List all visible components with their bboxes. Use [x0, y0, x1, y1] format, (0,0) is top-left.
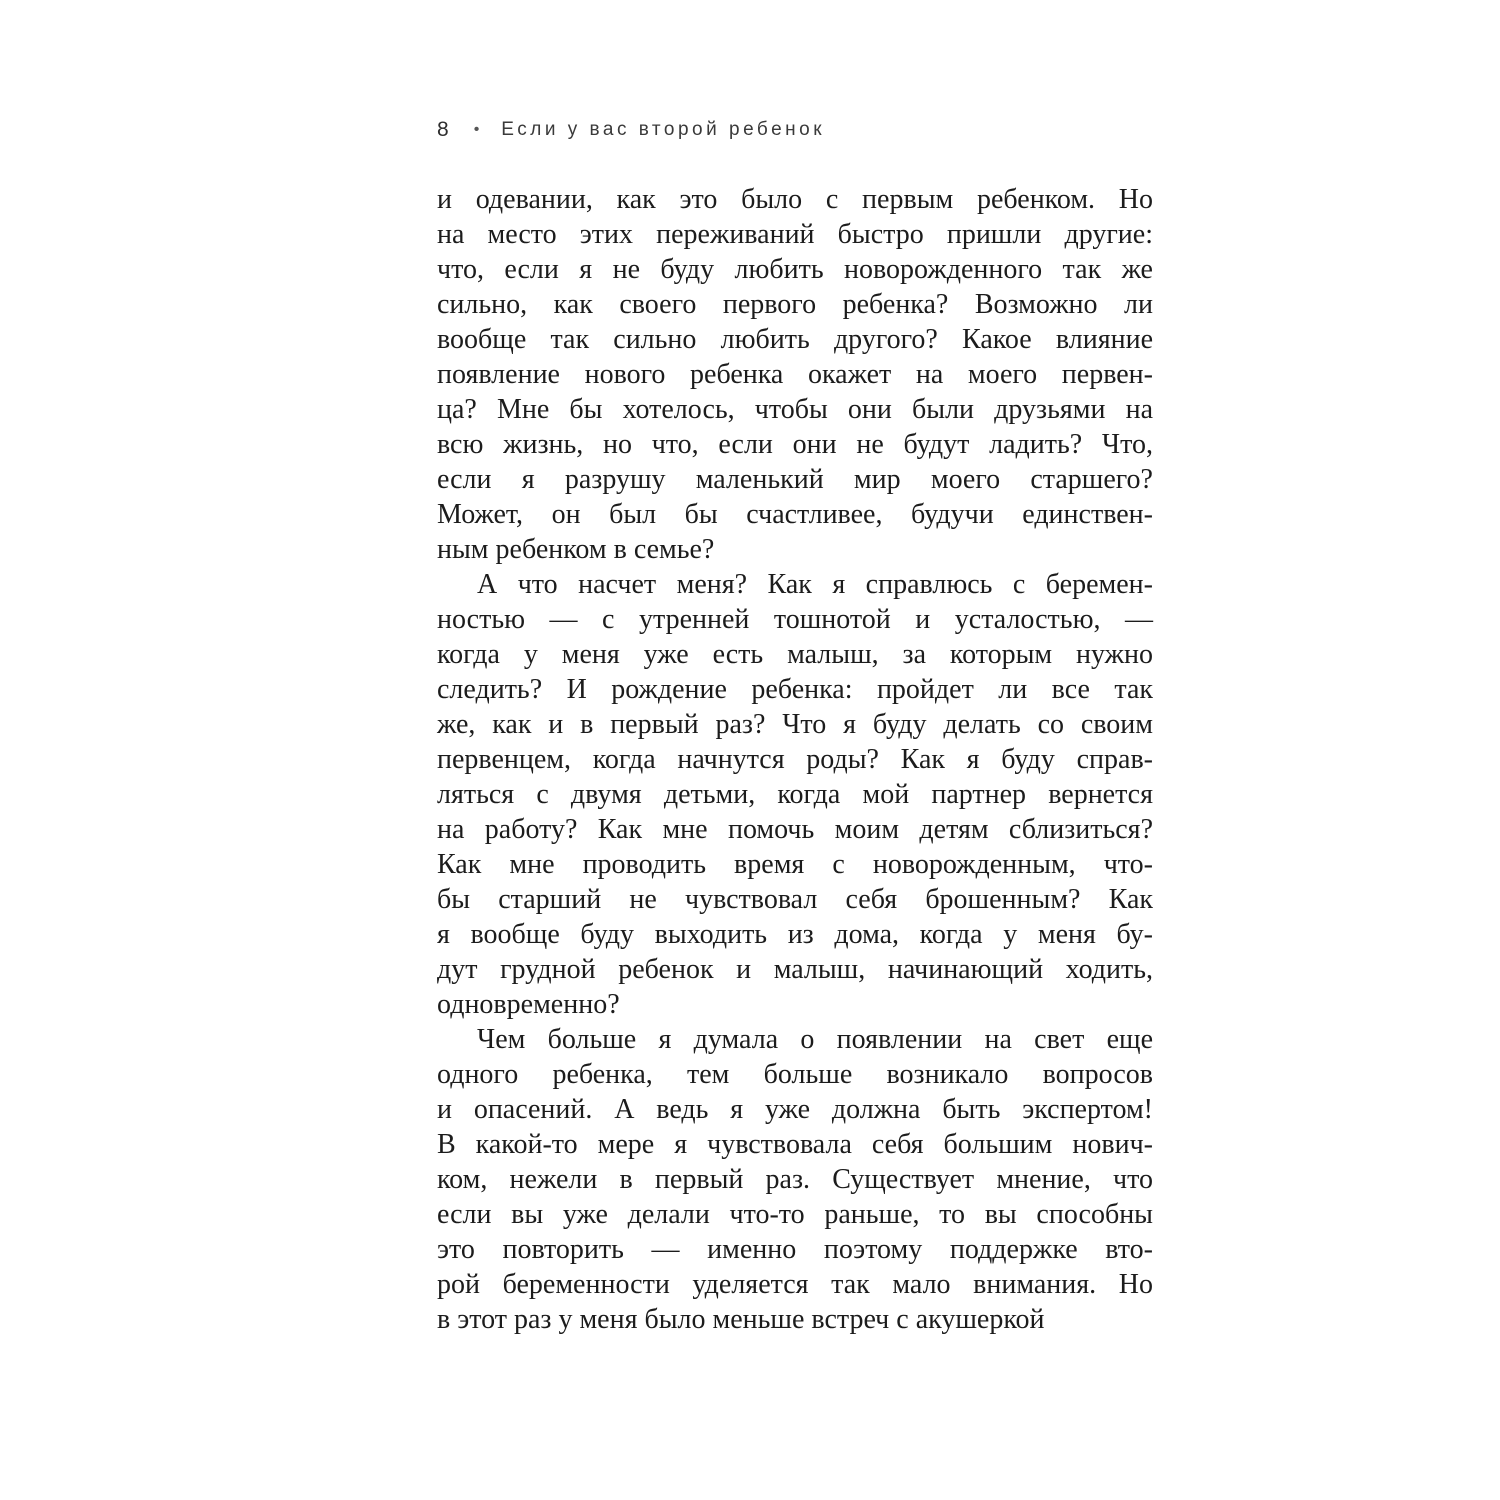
text-line: это повторить — именно поэтому поддержке вто-	[437, 1234, 1153, 1265]
text-line: в этот раз у меня было меньше встреч с акушеркой	[437, 1304, 1045, 1335]
text-line: первенцем, когда начнутся роды? Как я буду справ-	[437, 744, 1153, 775]
text-line: если я разрушу маленький мир моего старшего?	[437, 464, 1153, 495]
text-line: на место этих переживаний быстро пришли другие:	[437, 219, 1153, 250]
header-bullet-icon: •	[473, 121, 480, 138]
content-column	[437, 118, 1153, 1337]
text-line: и одевании, как это было с первым ребенком. Но	[437, 184, 1153, 215]
running-header	[437, 118, 1153, 142]
text-line: рой беременности уделяется так мало внимания. Но	[437, 1269, 1153, 1300]
text-line: одного ребенка, тем больше возникало вопросов	[437, 1059, 1153, 1090]
text-line: всю жизнь, но что, если они не будут ладить? Что,	[437, 429, 1153, 460]
text-line: одновременно?	[437, 989, 620, 1020]
text-line: ца? Мне бы хотелось, чтобы они были друзьями на	[437, 394, 1153, 425]
running-title: Если у вас второй ребенок	[501, 119, 826, 140]
text-line: А что насчет меня? Как я справлюсь с беремен-	[477, 569, 1153, 600]
text-line: появление нового ребенка окажет на моего первен-	[437, 359, 1153, 390]
paragraph	[437, 182, 1153, 567]
text-line: что, если я не буду любить новорожденного так же	[437, 254, 1153, 285]
text-line: вообще так сильно любить другого? Какое влияние	[437, 324, 1153, 355]
text-line: следить? И рождение ребенка: пройдет ли все так	[437, 674, 1153, 705]
text-line: Чем больше я думала о появлении на свет еще	[477, 1024, 1153, 1055]
text-line: Как мне проводить время с новорожденным, что-	[437, 849, 1153, 880]
text-line: на работу? Как мне помочь моим детям сблизиться?	[437, 814, 1153, 845]
text-line: ком, нежели в первый раз. Существует мнение, что	[437, 1164, 1153, 1195]
text-line: когда у меня уже есть малыш, за которым нужно	[437, 639, 1153, 670]
text-line: же, как и в первый раз? Что я буду делать со своим	[437, 709, 1153, 740]
text-line: ным ребенком в семье?	[437, 534, 715, 565]
page-body	[437, 182, 1153, 1337]
page-number: 8	[437, 118, 450, 141]
text-line: и опасений. А ведь я уже должна быть экспертом!	[437, 1094, 1153, 1125]
text-line: если вы уже делали что-то раньше, то вы способны	[437, 1199, 1153, 1230]
text-line: ляться с двумя детьми, когда мой партнер вернется	[437, 779, 1153, 810]
text-line: я вообще буду выходить из дома, когда у меня бу-	[437, 919, 1153, 950]
text-line: Может, он был бы счастливее, будучи единствен-	[437, 499, 1153, 530]
text-line: ностью — с утренней тошнотой и усталостью, —	[437, 604, 1153, 635]
paragraph	[437, 567, 1153, 1022]
text-line: сильно, как своего первого ребенка? Возможно ли	[437, 289, 1153, 320]
text-line: В какой-то мере я чувствовала себя большим нович-	[437, 1129, 1153, 1160]
paragraph	[437, 1022, 1153, 1337]
text-line: дут грудной ребенок и малыш, начинающий ходить,	[437, 954, 1153, 985]
text-line: бы старший не чувствовал себя брошенным? Как	[437, 884, 1153, 915]
